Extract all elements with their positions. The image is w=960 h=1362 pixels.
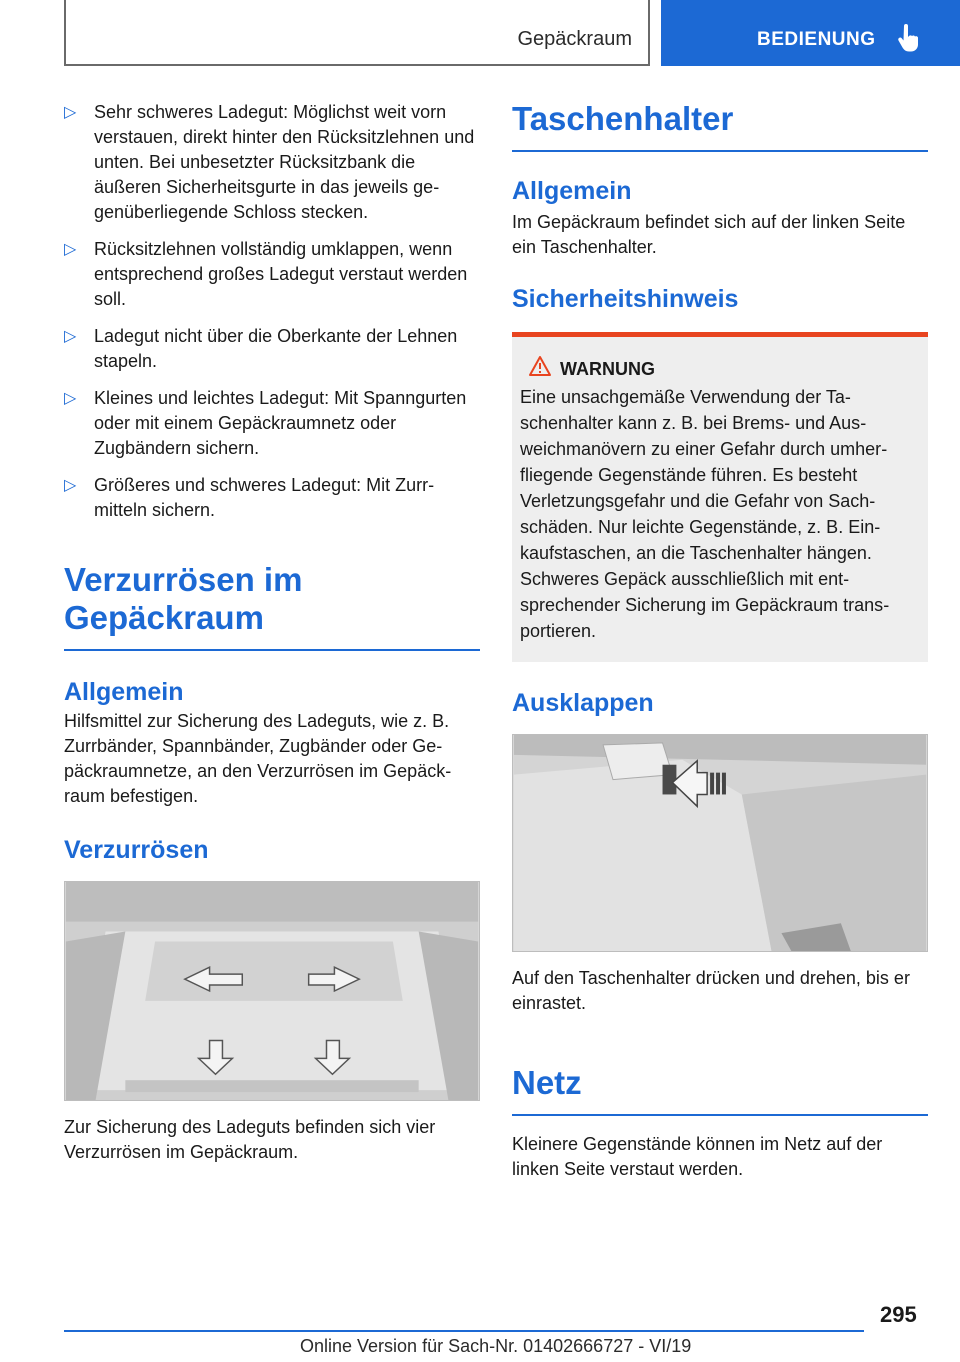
header-chapter-tab	[661, 0, 960, 66]
heading-safety: Sicherheitshinweis	[512, 285, 739, 313]
right-column	[512, 100, 928, 1182]
pointing-hand-icon	[897, 24, 923, 54]
list-item: ▷ Kleines und leichtes Ladegut: Mit Spanngurten oder mit einem Gepäckraumnetz oder Zugbändern sichern.	[64, 388, 467, 458]
section-title-lashing-eyes: Verzurrösen im Gepäckraum	[64, 561, 480, 651]
list-item: ▷ Rücksitzlehnen vollständig umklappen, wenn entsprechend großes Ladegut verstaut werden soll.	[64, 239, 468, 309]
general-text-left: Hilfsmittel zur Sicherung des Ladeguts, wie z. B. Zurrbänder, Spannbänder, Zugbänder oder Gepäckraumnetze, an den Verzurrösen im Gepäckraum befestigen.	[64, 711, 452, 806]
section-title-net: Netz	[512, 1064, 928, 1116]
heading-general-right: Allgemein	[512, 177, 632, 205]
heading-general-left: Allgemein	[64, 678, 184, 706]
warning-title: WARNUNG	[520, 357, 920, 382]
heading-eyelets: Verzurrösen	[64, 836, 209, 864]
triangle-bullet-icon: ▷	[64, 477, 77, 494]
trunk-lashing-eyes-image	[64, 881, 480, 1101]
triangle-bullet-icon: ▷	[64, 241, 77, 258]
list-item: ▷ Ladegut nicht über die Oberkante der Lehnen stapeln.	[64, 326, 458, 371]
triangle-bullet-icon: ▷	[64, 104, 77, 121]
heading-unfold: Ausklappen	[512, 689, 654, 717]
left-column	[64, 100, 480, 1165]
net-text: Kleinere Gegenstände können im Netz auf der linken Seite verstaut werden.	[512, 1134, 883, 1179]
bag-holder-image	[512, 734, 928, 952]
warning-triangle-icon	[528, 355, 552, 377]
footer-online-version: Online Version für Sach-Nr. 01402666727 - VI/19	[300, 1336, 692, 1356]
header-section-label: Gepäckraum	[517, 28, 632, 50]
list-item: ▷ Sehr schweres Ladegut: Möglichst weit vorn verstauen, direkt hinter den Rücksitzlehnen und unten. Bei unbesetzter Rücksitzbank die äußeren Sicherheitsgurte in das jeweils gegenüberliegende Schloss stecken.	[64, 102, 475, 222]
list-item: ▷ Größeres und schweres Ladegut: Mit Zurrmitteln sichern.	[64, 475, 435, 520]
general-text-right: Im Gepäckraum befindet sich auf der linken Seite ein Taschenhalter.	[512, 212, 906, 257]
warning-box	[512, 332, 928, 662]
header-section-tab	[64, 0, 650, 66]
warning-text: Eine unsachgemäße Verwendung der Taschenhalter kann z. B. bei Brems- und Ausweichmanövern zu einer Gefahr durch umherfliegende Gegenstände führen. Es besteht Verletzungsgefahr und die Gefahr von Sachschäden. Nur leichte Gegenstände, z. B. Einkaufstaschen, an die Taschenhalter hängen. Schweres Gepäck ausschließlich mit entsprechender Sicherung im Gepäckraum transportieren.	[520, 387, 890, 641]
footer-divider	[64, 1330, 864, 1332]
unfold-caption: Auf den Taschenhalter drücken und drehen, bis er einrastet.	[512, 968, 910, 1013]
triangle-bullet-icon: ▷	[64, 328, 77, 345]
header-chapter-label: BEDIENUNG	[757, 29, 876, 50]
page-number: 295	[880, 1302, 917, 1327]
eyelets-caption: Zur Sicherung des Ladeguts befinden sich vier Verzurrösen im Gepäckraum.	[64, 1117, 436, 1162]
triangle-bullet-icon: ▷	[64, 390, 77, 407]
section-title-bag-holder: Taschenhalter	[512, 100, 928, 152]
